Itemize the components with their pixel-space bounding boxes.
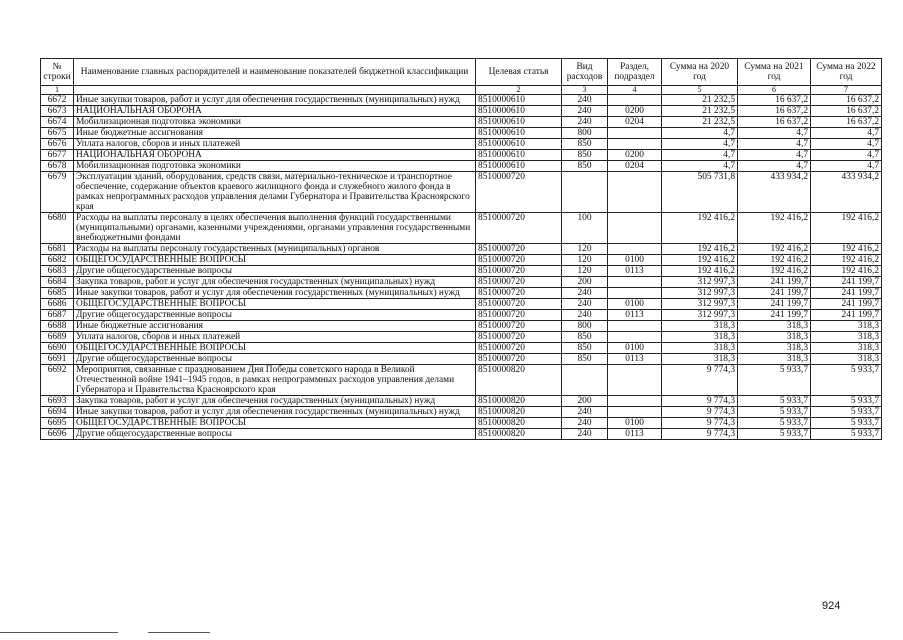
cell-target-article: 8510000610 [476, 128, 562, 139]
cell-sum-2021: 5 933,7 [738, 429, 811, 440]
cell-row-number: 6689 [41, 332, 74, 343]
cell-name: Расходы на выплаты персоналу государственных (муниципальных) органов [74, 244, 476, 255]
table-row [41, 310, 882, 321]
table-row [41, 128, 882, 139]
cell-sum-2022: 192 416,2 [811, 255, 882, 266]
cell-sum-2020: 312 997,3 [662, 277, 738, 288]
cell-row-number: 6679 [41, 172, 74, 213]
column-index: 6 [738, 86, 811, 95]
cell-sum-2021: 16 637,2 [738, 117, 811, 128]
cell-target-article: 8510000720 [476, 288, 562, 299]
cell-target-article: 8510000720 [476, 266, 562, 277]
budget-table [40, 58, 882, 440]
table-row [41, 244, 882, 255]
cell-sum-2020: 192 416,2 [662, 266, 738, 277]
cell-sum-2020: 4,7 [662, 161, 738, 172]
cell-section: 0113 [608, 266, 662, 277]
cell-name: Иные закупки товаров, работ и услуг для обеспечения государственных (муниципальных) нужд [74, 288, 476, 299]
cell-sum-2020: 318,3 [662, 354, 738, 365]
cell-expense-type: 120 [562, 244, 608, 255]
cell-sum-2020: 192 416,2 [662, 255, 738, 266]
cell-name: Эксплуатация зданий, оборудования, средств связи, материально-техническое и транспортное обеспечение, содержание объектов краевого жилищного фонда и служебного жилого фонда в рамках непрограммных расходов управления делами Губернатора и Правительства Красноярского края [74, 172, 476, 213]
table-row [41, 277, 882, 288]
cell-target-article: 8510000820 [476, 429, 562, 440]
cell-expense-type: 240 [562, 117, 608, 128]
cell-sum-2022: 5 933,7 [811, 418, 882, 429]
header-row-number: № строки [41, 59, 74, 86]
cell-sum-2022: 318,3 [811, 343, 882, 354]
cell-expense-type: 240 [562, 429, 608, 440]
cell-section: 0200 [608, 106, 662, 117]
cell-expense-type: 850 [562, 150, 608, 161]
cell-row-number: 6672 [41, 95, 74, 106]
cell-sum-2022: 318,3 [811, 332, 882, 343]
cell-name: Другие общегосударственные вопросы [74, 429, 476, 440]
cell-target-article: 8510000720 [476, 343, 562, 354]
cell-sum-2020: 505 731,8 [662, 172, 738, 213]
cell-section: 0113 [608, 354, 662, 365]
cell-sum-2022: 192 416,2 [811, 244, 882, 255]
table-row [41, 266, 882, 277]
cell-sum-2022: 241 199,7 [811, 299, 882, 310]
cell-sum-2020: 9 774,3 [662, 407, 738, 418]
cell-section [608, 321, 662, 332]
table-row [41, 288, 882, 299]
cell-sum-2021: 241 199,7 [738, 277, 811, 288]
cell-sum-2022: 5 933,7 [811, 396, 882, 407]
cell-name: ОБЩЕГОСУДАРСТВЕННЫЕ ВОПРОСЫ [74, 343, 476, 354]
cell-sum-2021: 5 933,7 [738, 365, 811, 396]
cell-expense-type: 240 [562, 310, 608, 321]
cell-sum-2021: 192 416,2 [738, 244, 811, 255]
cell-row-number: 6681 [41, 244, 74, 255]
cell-row-number: 6685 [41, 288, 74, 299]
budget-document [40, 58, 881, 440]
table-row [41, 407, 882, 418]
cell-target-article: 8510000610 [476, 117, 562, 128]
cell-section [608, 277, 662, 288]
cell-sum-2022: 16 637,2 [811, 95, 882, 106]
cell-expense-type: 240 [562, 95, 608, 106]
cell-sum-2020: 21 232,5 [662, 117, 738, 128]
cell-name: ОБЩЕГОСУДАРСТВЕННЫЕ ВОПРОСЫ [74, 418, 476, 429]
cell-sum-2022: 192 416,2 [811, 213, 882, 244]
cell-target-article: 8510000820 [476, 407, 562, 418]
cell-name: НАЦИОНАЛЬНАЯ ОБОРОНА [74, 150, 476, 161]
cell-expense-type: 120 [562, 255, 608, 266]
cell-name: Мероприятия, связанные с празднованием Дня Победы советского народа в Великой Отечественной войне 1941–1945 годов, в рамках непрограммных расходов управления делами Губернатора и Правительства Красноярского края [74, 365, 476, 396]
header-target-article: Целевая статья [476, 59, 562, 86]
cell-target-article: 8510000720 [476, 332, 562, 343]
cell-section [608, 139, 662, 150]
cell-target-article: 8510000720 [476, 244, 562, 255]
cell-name: Иные бюджетные ассигнования [74, 321, 476, 332]
cell-sum-2022: 241 199,7 [811, 277, 882, 288]
cell-row-number: 6687 [41, 310, 74, 321]
cell-sum-2022: 16 637,2 [811, 106, 882, 117]
table-row [41, 161, 882, 172]
table-row [41, 172, 882, 213]
cell-sum-2020: 318,3 [662, 321, 738, 332]
table-row [41, 429, 882, 440]
cell-row-number: 6696 [41, 429, 74, 440]
cell-expense-type: 800 [562, 128, 608, 139]
cell-sum-2022: 192 416,2 [811, 266, 882, 277]
cell-section: 0200 [608, 150, 662, 161]
cell-row-number: 6675 [41, 128, 74, 139]
cell-sum-2020: 9 774,3 [662, 418, 738, 429]
cell-target-article: 8510000720 [476, 172, 562, 213]
cell-target-article: 8510000720 [476, 277, 562, 288]
cell-expense-type: 850 [562, 139, 608, 150]
column-index [74, 86, 476, 95]
cell-target-article: 8510000610 [476, 139, 562, 150]
header-expense-type: Вид расходов [562, 59, 608, 86]
cell-sum-2021: 16 637,2 [738, 106, 811, 117]
column-index: 5 [662, 86, 738, 95]
cell-expense-type: 200 [562, 396, 608, 407]
cell-row-number: 6688 [41, 321, 74, 332]
cell-sum-2022: 5 933,7 [811, 365, 882, 396]
cell-name: Расходы на выплаты персоналу в целях обеспечения выполнения функций государственными (муниципальными) органами, казенными учреждениями, органами управления государственными внебюджетными фондами [74, 213, 476, 244]
cell-sum-2020: 318,3 [662, 343, 738, 354]
cell-sum-2022: 241 199,7 [811, 310, 882, 321]
table-row [41, 150, 882, 161]
cell-sum-2022: 241 199,7 [811, 288, 882, 299]
cell-sum-2021: 241 199,7 [738, 310, 811, 321]
table-row [41, 321, 882, 332]
cell-sum-2021: 318,3 [738, 332, 811, 343]
cell-row-number: 6682 [41, 255, 74, 266]
cell-expense-type: 100 [562, 213, 608, 244]
cell-target-article: 8510000820 [476, 396, 562, 407]
cell-sum-2021: 5 933,7 [738, 407, 811, 418]
cell-name: НАЦИОНАЛЬНАЯ ОБОРОНА [74, 106, 476, 117]
table-row [41, 332, 882, 343]
cell-expense-type: 240 [562, 418, 608, 429]
cell-name: Уплата налогов, сборов и иных платежей [74, 332, 476, 343]
cell-sum-2020: 4,7 [662, 139, 738, 150]
cell-expense-type: 800 [562, 321, 608, 332]
cell-sum-2020: 312 997,3 [662, 310, 738, 321]
cell-expense-type: 850 [562, 343, 608, 354]
cell-sum-2020: 9 774,3 [662, 429, 738, 440]
cell-sum-2021: 241 199,7 [738, 288, 811, 299]
cell-expense-type: 240 [562, 288, 608, 299]
cell-target-article: 8510000610 [476, 106, 562, 117]
cell-expense-type: 120 [562, 266, 608, 277]
cell-target-article: 8510000610 [476, 150, 562, 161]
cell-sum-2020: 9 774,3 [662, 365, 738, 396]
column-index: 2 [476, 86, 562, 95]
cell-sum-2021: 241 199,7 [738, 299, 811, 310]
cell-sum-2020: 312 997,3 [662, 299, 738, 310]
column-index: 7 [811, 86, 882, 95]
cell-target-article: 8510000720 [476, 299, 562, 310]
cell-sum-2021: 4,7 [738, 128, 811, 139]
cell-sum-2022: 4,7 [811, 161, 882, 172]
table-row [41, 95, 882, 106]
cell-sum-2020: 192 416,2 [662, 244, 738, 255]
table-row [41, 299, 882, 310]
cell-sum-2021: 192 416,2 [738, 266, 811, 277]
cell-expense-type: 850 [562, 354, 608, 365]
cell-sum-2022: 433 934,2 [811, 172, 882, 213]
cell-row-number: 6690 [41, 343, 74, 354]
cell-target-article: 8510000820 [476, 365, 562, 396]
table-header-row [41, 59, 882, 86]
table-row [41, 255, 882, 266]
cell-expense-type: 240 [562, 106, 608, 117]
cell-row-number: 6678 [41, 161, 74, 172]
column-index-row [41, 86, 882, 95]
cell-sum-2021: 16 637,2 [738, 95, 811, 106]
cell-sum-2021: 192 416,2 [738, 213, 811, 244]
column-index: 3 [562, 86, 608, 95]
cell-section: 0100 [608, 343, 662, 354]
table-row [41, 418, 882, 429]
cell-sum-2020: 312 997,3 [662, 288, 738, 299]
cell-sum-2020: 318,3 [662, 332, 738, 343]
cell-sum-2022: 4,7 [811, 150, 882, 161]
cell-row-number: 6683 [41, 266, 74, 277]
cell-row-number: 6673 [41, 106, 74, 117]
cell-target-article: 8510000820 [476, 418, 562, 429]
cell-row-number: 6677 [41, 150, 74, 161]
table-row [41, 354, 882, 365]
cell-sum-2021: 4,7 [738, 161, 811, 172]
cell-target-article: 8510000610 [476, 161, 562, 172]
cell-section [608, 407, 662, 418]
cell-section: 0204 [608, 161, 662, 172]
cell-row-number: 6676 [41, 139, 74, 150]
cell-row-number: 6692 [41, 365, 74, 396]
cell-section [608, 213, 662, 244]
cell-section: 0100 [608, 299, 662, 310]
cell-section [608, 288, 662, 299]
cell-row-number: 6695 [41, 418, 74, 429]
cell-row-number: 6693 [41, 396, 74, 407]
cell-section [608, 396, 662, 407]
cell-sum-2021: 4,7 [738, 150, 811, 161]
cell-sum-2021: 318,3 [738, 321, 811, 332]
cell-name: Иные бюджетные ассигнования [74, 128, 476, 139]
cell-name: Уплата налогов, сборов и иных платежей [74, 139, 476, 150]
cell-expense-type: 850 [562, 332, 608, 343]
cell-target-article: 8510000720 [476, 354, 562, 365]
cell-name: Другие общегосударственные вопросы [74, 266, 476, 277]
cell-sum-2020: 192 416,2 [662, 213, 738, 244]
table-row [41, 139, 882, 150]
cell-sum-2021: 4,7 [738, 139, 811, 150]
cell-target-article: 8510000720 [476, 321, 562, 332]
cell-section [608, 365, 662, 396]
header-sum-2021: Сумма на 2021 год [738, 59, 811, 86]
cell-section: 0113 [608, 310, 662, 321]
table-row [41, 396, 882, 407]
cell-section [608, 128, 662, 139]
cell-sum-2020: 21 232,5 [662, 95, 738, 106]
cell-expense-type: 200 [562, 277, 608, 288]
cell-sum-2022: 5 933,7 [811, 429, 882, 440]
cell-sum-2022: 318,3 [811, 321, 882, 332]
cell-name: ОБЩЕГОСУДАРСТВЕННЫЕ ВОПРОСЫ [74, 255, 476, 266]
cell-section [608, 172, 662, 213]
cell-expense-type: 240 [562, 407, 608, 418]
cell-name: Мобилизационная подготовка экономики [74, 161, 476, 172]
cell-row-number: 6674 [41, 117, 74, 128]
cell-name: ОБЩЕГОСУДАРСТВЕННЫЕ ВОПРОСЫ [74, 299, 476, 310]
cell-sum-2022: 318,3 [811, 354, 882, 365]
table-row [41, 117, 882, 128]
page-number: 924 [822, 600, 841, 612]
cell-expense-type [562, 365, 608, 396]
cell-sum-2021: 192 416,2 [738, 255, 811, 266]
header-sum-2020: Сумма на 2020 год [662, 59, 738, 86]
cell-section [608, 332, 662, 343]
cell-target-article: 8510000720 [476, 255, 562, 266]
table-row [41, 343, 882, 354]
footer-divider [0, 632, 118, 633]
cell-sum-2021: 318,3 [738, 343, 811, 354]
cell-section: 0100 [608, 255, 662, 266]
cell-sum-2021: 318,3 [738, 354, 811, 365]
cell-sum-2022: 5 933,7 [811, 407, 882, 418]
table-row [41, 365, 882, 396]
cell-row-number: 6691 [41, 354, 74, 365]
cell-expense-type: 240 [562, 299, 608, 310]
header-sum-2022: Сумма на 2022 год [811, 59, 882, 86]
cell-sum-2021: 5 933,7 [738, 396, 811, 407]
table-row [41, 106, 882, 117]
column-index: 4 [608, 86, 662, 95]
cell-section [608, 244, 662, 255]
cell-sum-2020: 4,7 [662, 150, 738, 161]
cell-target-article: 8510000720 [476, 213, 562, 244]
cell-sum-2022: 4,7 [811, 128, 882, 139]
cell-sum-2022: 16 637,2 [811, 117, 882, 128]
cell-sum-2021: 433 934,2 [738, 172, 811, 213]
cell-target-article: 8510000720 [476, 310, 562, 321]
cell-name: Мобилизационная подготовка экономики [74, 117, 476, 128]
cell-name: Другие общегосударственные вопросы [74, 354, 476, 365]
header-name: Наименование главных распорядителей и наименование показателей бюджетной классификации [74, 59, 476, 86]
cell-row-number: 6680 [41, 213, 74, 244]
cell-name: Иные закупки товаров, работ и услуг для обеспечения государственных (муниципальных) нужд [74, 407, 476, 418]
cell-row-number: 6694 [41, 407, 74, 418]
cell-expense-type: 850 [562, 161, 608, 172]
cell-sum-2020: 21 232,5 [662, 106, 738, 117]
column-index: 1 [41, 86, 74, 95]
cell-row-number: 6686 [41, 299, 74, 310]
cell-sum-2020: 4,7 [662, 128, 738, 139]
cell-sum-2021: 5 933,7 [738, 418, 811, 429]
cell-name: Закупка товаров, работ и услуг для обеспечения государственных (муниципальных) нужд [74, 277, 476, 288]
cell-name: Иные закупки товаров, работ и услуг для обеспечения государственных (муниципальных) нужд [74, 95, 476, 106]
cell-section: 0100 [608, 418, 662, 429]
table-row [41, 213, 882, 244]
cell-name: Другие общегосударственные вопросы [74, 310, 476, 321]
cell-row-number: 6684 [41, 277, 74, 288]
cell-expense-type [562, 172, 608, 213]
cell-sum-2022: 4,7 [811, 139, 882, 150]
cell-section: 0204 [608, 117, 662, 128]
cell-section: 0113 [608, 429, 662, 440]
header-section: Раздел, подраздел [608, 59, 662, 86]
cell-sum-2020: 9 774,3 [662, 396, 738, 407]
cell-section [608, 95, 662, 106]
footer-divider [148, 632, 210, 633]
cell-name: Закупка товаров, работ и услуг для обеспечения государственных (муниципальных) нужд [74, 396, 476, 407]
cell-target-article: 8510000610 [476, 95, 562, 106]
